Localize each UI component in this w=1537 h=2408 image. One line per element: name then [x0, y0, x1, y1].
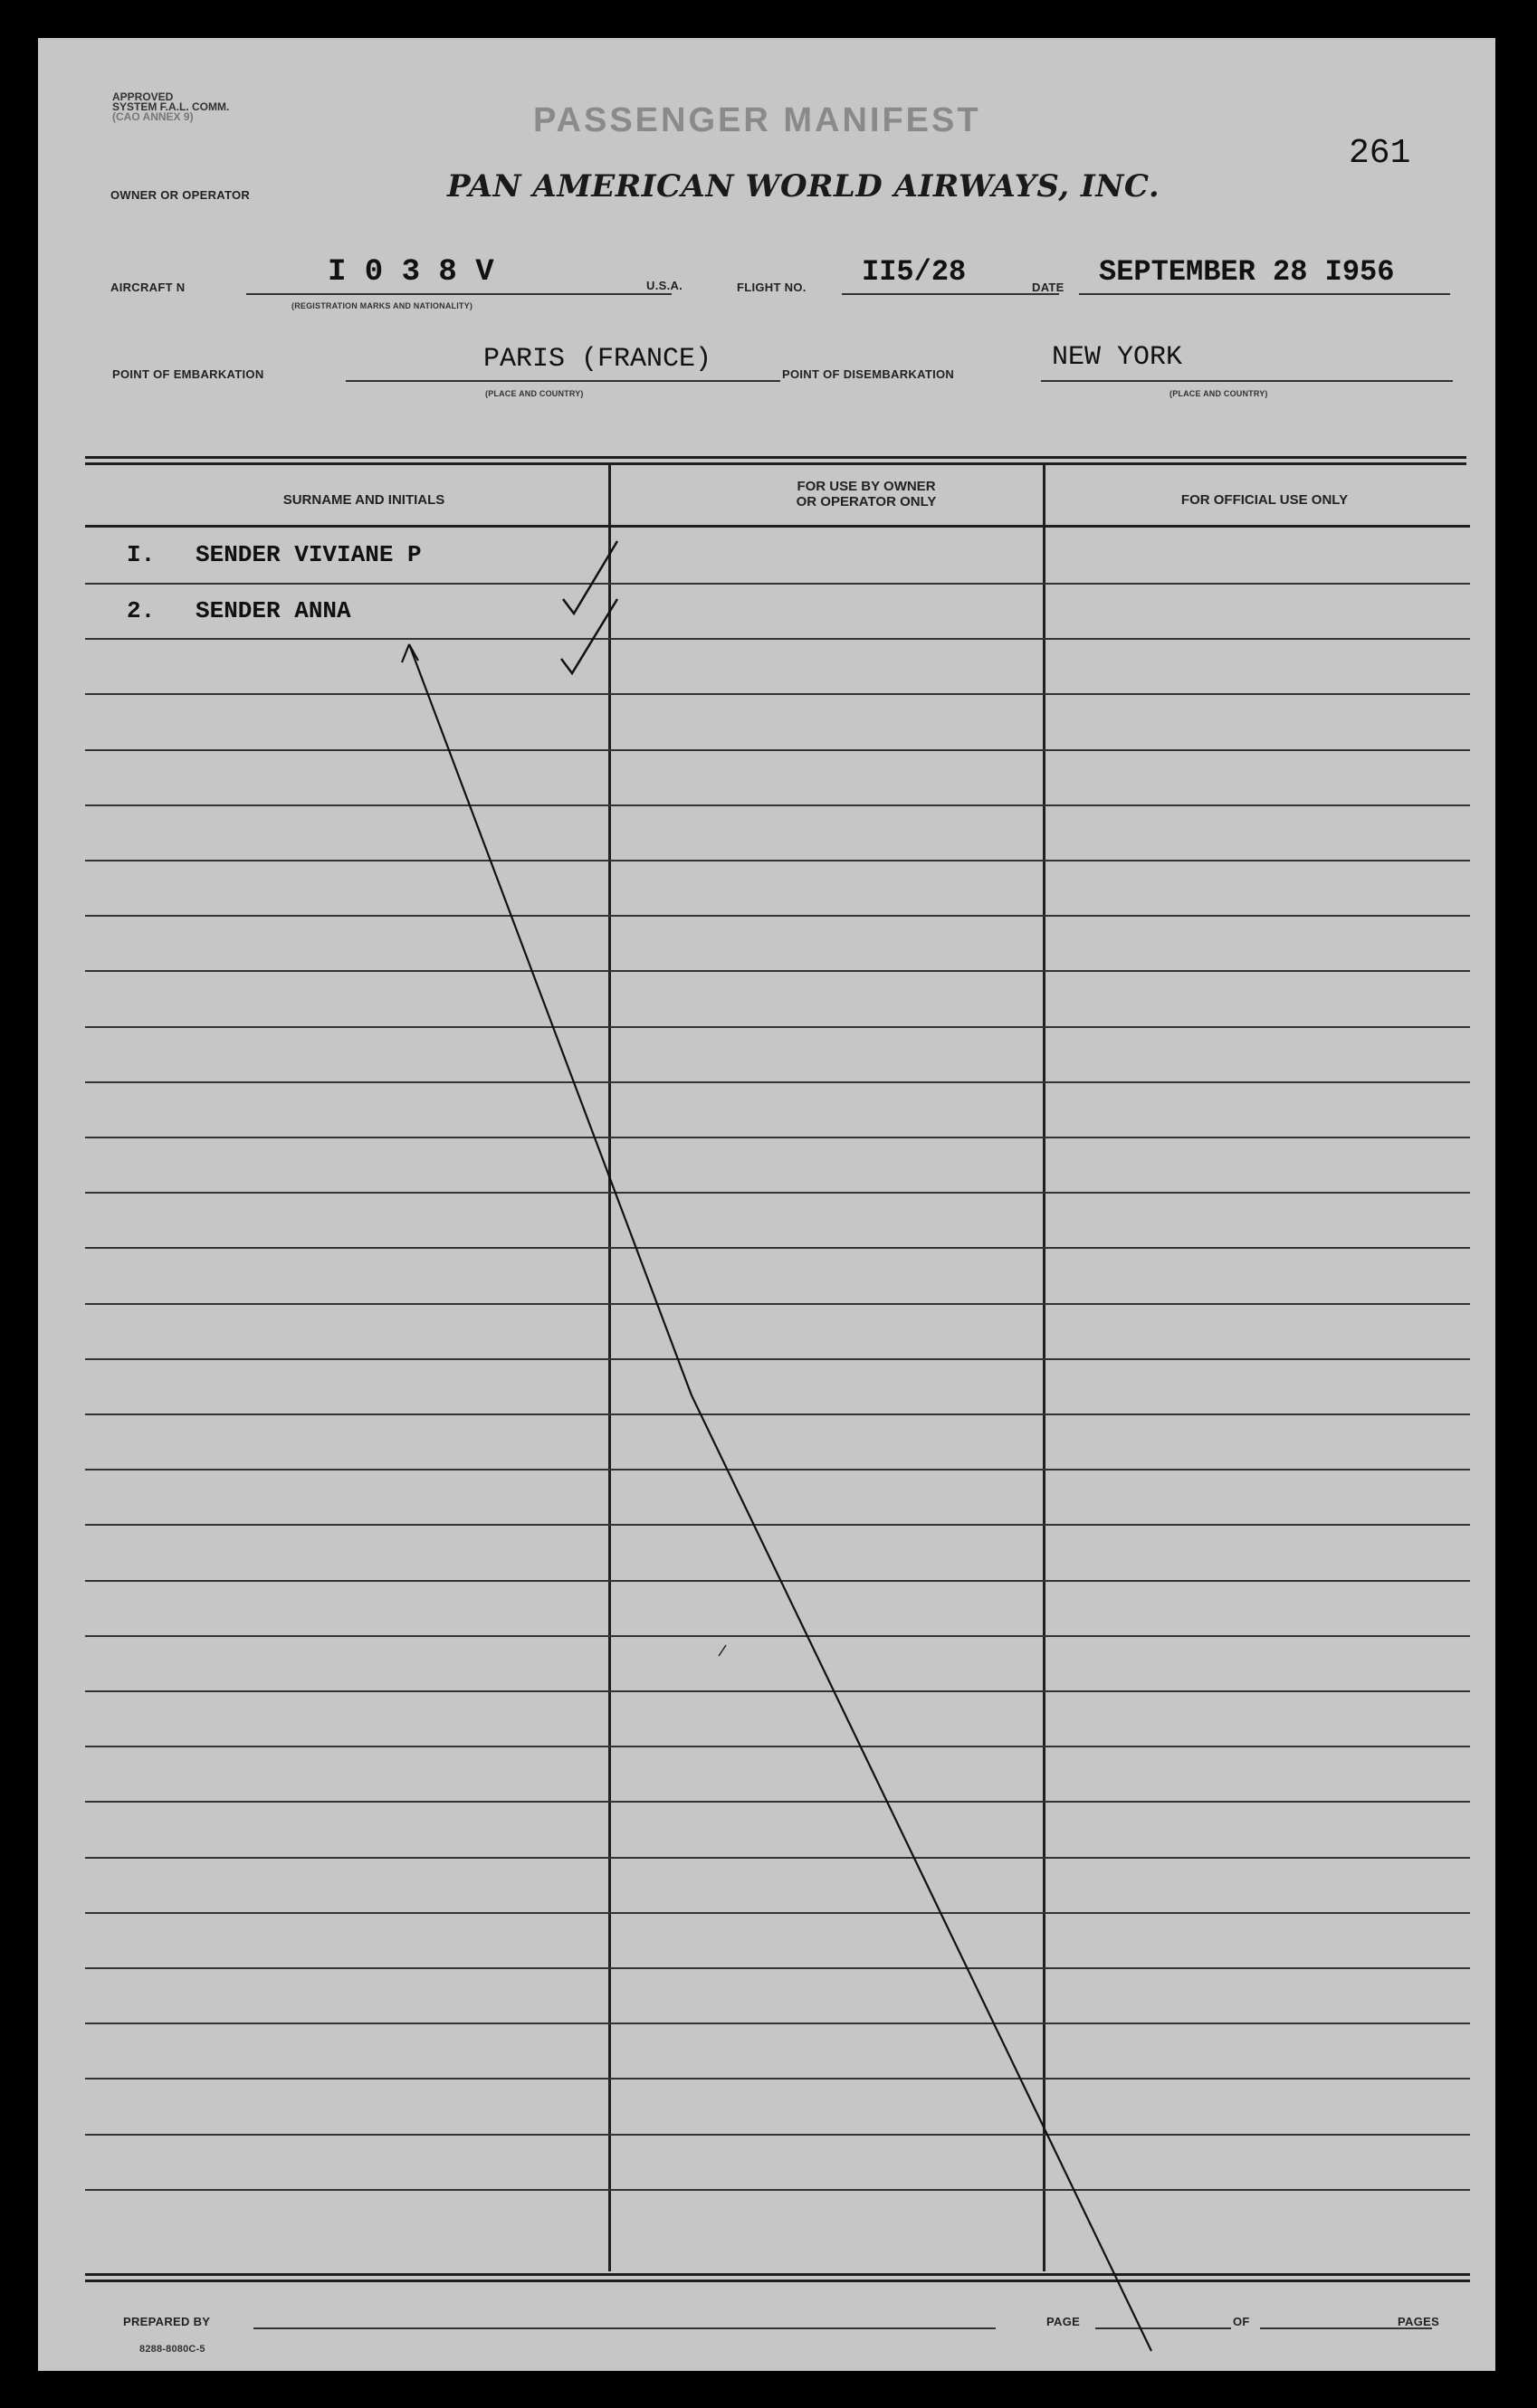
header-official: FOR OFFICIAL USE ONLY: [1180, 492, 1349, 508]
stray-mark: [719, 1645, 726, 1656]
approval-line: APPROVED: [112, 90, 174, 103]
header-surname: SURNAME AND INITIALS: [282, 492, 445, 508]
row-number: 2.: [127, 597, 156, 624]
header-operator: FOR USE BY OWNER OR OPERATOR ONLY: [796, 479, 937, 509]
of-label: OF: [1233, 2315, 1250, 2328]
manifest-sheet: [38, 38, 1495, 2371]
disembark-value: NEW YORK: [1052, 342, 1183, 373]
registration-note: (REGISTRATION MARKS AND NATIONALITY): [291, 301, 473, 310]
owner-value: PAN AMERICAN WORLD AIRWAYS, INC.: [447, 168, 1160, 205]
prepared-label: PREPARED BY: [123, 2315, 211, 2328]
disembark-note: (PLACE AND COUNTRY): [1169, 389, 1268, 398]
handwritten-marks: [38, 38, 1495, 2371]
page-label: PAGE: [1046, 2315, 1081, 2328]
pages-label: PAGES: [1398, 2315, 1440, 2328]
page-number: 261: [1349, 134, 1411, 173]
form-code: 8288-8080C-5: [139, 2344, 205, 2355]
embark-note: (PLACE AND COUNTRY): [485, 389, 584, 398]
flight-value: II5/28: [862, 255, 967, 289]
passenger-name: SENDER VIVIANE P: [196, 541, 422, 568]
aircraft-value: I 0 3 8 V: [328, 255, 494, 290]
form-title: PASSENGER MANIFEST: [533, 101, 981, 139]
row-number: I.: [127, 541, 156, 568]
check-mark-icon: [563, 541, 617, 614]
embark-label: POINT OF EMBARKATION: [112, 367, 264, 381]
void-line: [409, 644, 1151, 2351]
aircraft-label: AIRCRAFT N: [110, 281, 186, 294]
owner-label: OWNER OR OPERATOR: [110, 188, 251, 202]
approval-line: (CAO ANNEX 9): [112, 110, 194, 123]
check-mark-icon: [561, 599, 617, 673]
disembark-label: POINT OF DISEMBARKATION: [782, 367, 955, 381]
approval-line: SYSTEM F.A.L. COMM.: [112, 100, 230, 113]
passenger-name: SENDER ANNA: [196, 597, 351, 624]
usa-label: U.S.A.: [646, 279, 683, 292]
date-value: SEPTEMBER 28 I956: [1099, 255, 1395, 289]
date-label: DATE: [1032, 281, 1064, 294]
embark-value: PARIS (FRANCE): [483, 344, 712, 375]
flight-label: FLIGHT NO.: [737, 281, 807, 294]
